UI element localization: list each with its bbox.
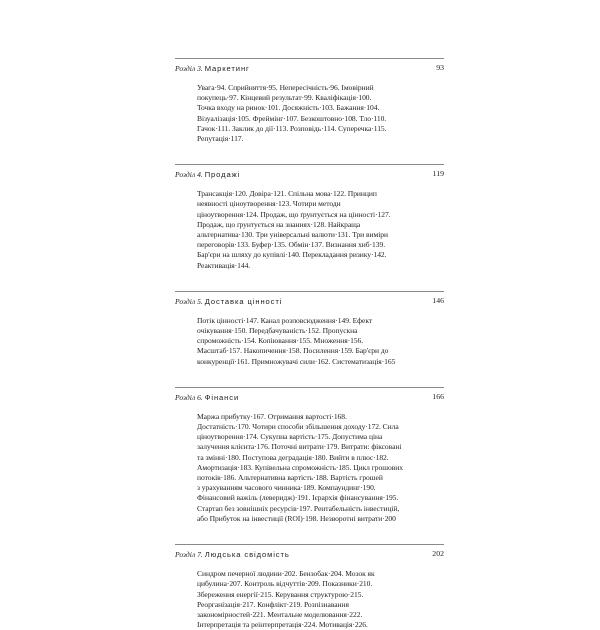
toc-section [175,544,444,630]
entry-line: Реактивація·144. [197,260,251,270]
section-title: Фінанси [204,392,240,402]
entry-line: Репутація·117. [197,134,244,144]
section-entries [197,316,419,367]
section-title: Маркетинг [204,64,250,73]
entry-line: Масштаб·157. Накопичення·158. Посилення·159. Бар'єри до [197,346,389,356]
section-spacer [175,144,444,164]
section-number: Розділ 4. [175,170,203,180]
entry-line: Достатність·170. Чотири способи збільшення доходу·172. Сила [197,422,399,432]
entry-line: ціноутворення·174. Сукупна вартість·175. Допустима ціна [197,432,383,442]
section-heading [175,545,444,563]
section-entries [197,83,419,144]
entry-line: неявності ціноутворення·123. Чотири методи [197,199,341,209]
toc-section [175,387,444,544]
entry-line: Збереження енергії·215. Керування структурою·215. [197,589,364,599]
section-heading [175,59,444,77]
entry-line: Точка входу на ринок·101. Досяжність·103. Бажання·104. [197,103,380,113]
section-label [175,393,239,402]
section-page-number: 93 [436,63,444,72]
section-label [175,550,290,559]
toc-section [175,291,444,387]
entry-line: залучення клієнта·176. Поточні витрати·179. Витрати: фіксовані [197,442,402,452]
entry-line: Візуалізація·105. Фреймінг·107. Безкоштовно·108. Тло·110. [197,113,387,123]
section-title: Доставка цінності [204,296,283,306]
entry-line: Інтерпретація та реінтерпретація·224. Мотивація·226. [197,620,368,630]
entry-line: закономірностей·221. Ментальне моделювання·222. [197,609,363,619]
section-heading [175,165,444,183]
toc-section [175,164,444,291]
section-title: Продажі [204,170,241,180]
entry-line: спроможність·154. Копіювання·155. Множення·156. [197,336,364,346]
entry-line: Стартап без зовнішніх ресурсів·197. Рентабельність інвестицій, [197,503,400,513]
entry-line: Бар'єри на шляху до купівлі·140. Перекладання ризику·142. [197,250,387,260]
section-label [175,64,250,73]
section-page-number: 202 [432,549,444,559]
section-page-number: 146 [432,295,444,305]
section-entries [197,412,419,524]
section-entries [197,569,419,630]
entry-line: Продаж, що ґрунтується на знаннях·128. Найкраща [197,219,361,229]
section-label [175,297,282,306]
entry-line: очікування·150. Передбачуваність·152. Пропускна [197,326,358,336]
entry-line: ціноутворення·124. Продаж, що ґрунтується на цінності·127. [197,209,391,219]
entry-line: з урахуванням часового чинника·189. Компаундинг·190. [197,483,376,493]
entry-line: Маржа прибутку·167. Отримання вартості·168. [197,411,347,421]
section-title: Людська свідомість [204,550,290,560]
section-spacer [175,524,444,544]
entry-line: потоків·186. Альтернативна вартість·188. Вартість грошей [197,473,383,483]
entry-line: Увага·94. Сприйняття·95. Непересічність·96. Імовірний [197,83,374,92]
entry-line: Амортизація·183. Купівельна спроможність·185. Цикл грошових [197,462,403,472]
section-number: Розділ 6. [175,392,203,402]
section-number: Розділ 7. [175,550,203,560]
section-spacer [175,367,444,387]
entry-line: Гачок·111. Заклик до дії·113. Розповідь·114. Суперечка·115. [197,123,387,133]
entry-line: конкуренції·161. Примножувачі сили·162. Систематизація·165 [197,356,396,366]
section-entries [197,189,419,271]
section-spacer [175,271,444,291]
table-of-contents [175,58,444,630]
entry-line: цибулина·207. Контроль відчуттів·209. Показники·210. [197,579,373,589]
entry-line: Синдром печерної людини·202. Бензобак·204. Мозок як [197,569,375,579]
section-heading [175,388,444,406]
entry-line: або Прибуток на інвестиції (ROI)·198. Незворотні витрати·200 [197,513,396,523]
entry-line: Фінансовий важіль (леверидж)·191. Ієрархія фінансування·195. [197,493,399,503]
section-page-number: 119 [432,169,444,179]
entry-line: Трансакція·120. Довіра·121. Спільна мова·122. Принцип [197,189,377,199]
entry-line: переговорів·133. Буфер·135. Обмін·137. Визнання хиб·139. [197,240,386,250]
section-label [175,170,240,179]
section-page-number: 166 [432,391,444,401]
entry-line: покупець·97. Кінцевий результат·99. Кваліфікація·100. [197,93,372,103]
entry-line: та змінні·180. Поступова деградація·180. Вийти в плюс·182. [197,452,389,462]
section-heading [175,292,444,310]
entry-line: альтернатива·130. Три універсальні валюти·131. Три виміри [197,230,388,240]
section-number: Розділ 5. [175,296,203,306]
entry-line: Потік цінності·147. Канал розповсюдження·149. Ефект [197,315,373,325]
toc-section [175,58,444,164]
entry-line: Реорганізація·217. Конфлікт·219. Розпізнавання [197,599,349,609]
section-number: Розділ 3. [175,64,203,73]
